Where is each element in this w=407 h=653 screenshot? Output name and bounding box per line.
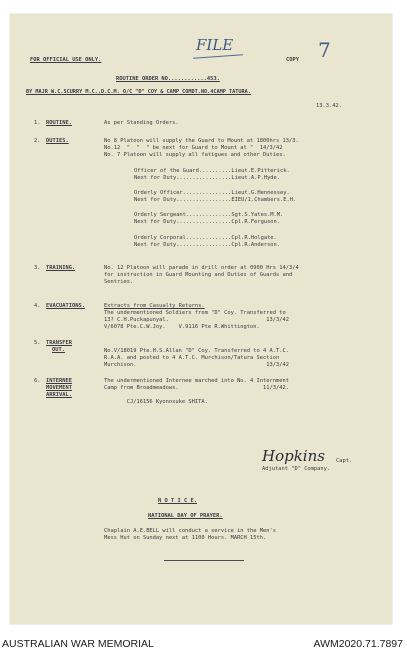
item-line: for instruction in Guard Mounting and Duties of Guards and: [104, 272, 293, 278]
item-line: 13? C.H.Puckapunyal. 13/3/42: [104, 317, 289, 323]
item-number: 5.: [34, 340, 41, 346]
item-heading-duties: DUTIES.: [46, 138, 69, 144]
item-heading-movement: MOVEMENT: [46, 385, 72, 391]
duty-line: Orderly Sergeant..............Sgt.S.Yates.M.M.: [134, 212, 284, 218]
item-heading-transfer: TRANSFER: [46, 340, 72, 346]
signature-title: Adjutant "D" Company.: [262, 466, 331, 472]
item-line: Sentries.: [104, 279, 134, 285]
classification-label: FOR OFFICIAL USE ONLY.: [30, 57, 102, 63]
notice-subheading: NATIONAL DAY OF PRAYER.: [148, 513, 223, 519]
item-line: The undermentioned Soldiers from "D" Coy. Transferred to: [104, 310, 286, 316]
accession-number: AWM2020.71.7897: [313, 638, 403, 650]
handwritten-signature: Hopkins: [262, 447, 325, 465]
item-number: 1.: [34, 120, 41, 126]
duty-line: Orderly Corporal..............Cpl.R.Holgate.: [134, 235, 277, 241]
duty-line: Officer of the Guard..........Lieut.E.Pitterick.: [134, 168, 290, 174]
item-line: No.V/18019 Pte.H.S.Allan "D" Coy. Transferred to 4 A.T.C.: [104, 348, 289, 354]
item-line: No. 7 Platoon will supply all fatigues and other Duties.: [104, 152, 286, 158]
item-line: No.12 " " " be next for Guard to Mount at " 14/3/42: [104, 145, 283, 151]
duty-line: Next for Duty.................Cpl.R.Anderson.: [134, 242, 281, 248]
item-number: 4.: [34, 303, 41, 309]
item-line: R.A.A. and posted to 4 A.T.C. Murchison/Tatura Section: [104, 355, 280, 361]
item-line: Camp from Broadmeadows. 11/3/42.: [104, 385, 289, 391]
item-heading-evacuations: EVACUATIONS.: [46, 303, 85, 309]
credit-caption: AUSTRALIAN WAR MEMORIAL: [2, 638, 154, 650]
notice-heading: N O T I C E.: [158, 498, 197, 504]
file-stamp-handwritten: FILE: [196, 36, 234, 54]
item-heading-transfer-out: OUT.: [52, 347, 65, 353]
item-line: Extracts from Casualty Returns.: [104, 303, 205, 309]
item-line: No 8 Platoon will supply the Guard to Mount at 1800hrs 13/3.: [104, 138, 299, 144]
item-line: The undermentioned Internee marched into No. 4 Internment: [104, 378, 289, 384]
item-heading-arrival: ARRIVAL.: [46, 392, 72, 398]
item-number: 3.: [34, 265, 41, 271]
signature-rank: Capt.: [336, 458, 353, 464]
duty-line: Next for Duty.................Lieut.A.P.Hyde.: [134, 175, 281, 181]
item-line: As per Standing Orders.: [104, 120, 179, 126]
item-number: 6.: [34, 378, 41, 384]
item-line: V/6078 Pte.C.W.Joy. V.9116 Pte R.Whittington.: [104, 324, 260, 330]
closing-rule: [164, 560, 244, 561]
item-heading-routine: ROUTINE.: [46, 120, 72, 126]
duty-line: Orderly Officer...............Lieut.G.Hennessey.: [134, 190, 290, 196]
notice-line: Chaplain A.E.BELL will conduct a service in the Men's: [104, 528, 277, 534]
item-line: No. 12 Platoon will parade in drill order at 0900 Hrs 14/3/4: [104, 265, 299, 271]
copy-number-handwritten: 7: [318, 38, 331, 62]
notice-line: Mess Hut on Sunday next at 1100 Hours. MARCH 15th.: [104, 535, 267, 541]
copy-label: COPY: [286, 57, 299, 63]
item-heading-training: TRAINING.: [46, 265, 76, 271]
duty-line: Next for Duty.................EIEU/1.Chambers.E.H.: [134, 197, 297, 203]
item-line: Murchison. 13/3/42: [104, 362, 289, 368]
order-date: 13.3.42.: [316, 103, 342, 109]
routine-order-title: ROUTINE ORDER NO............453.: [116, 76, 220, 82]
duty-line: Next for Duty.................Cpl.R.Ferguson.: [134, 219, 281, 225]
item-number: 2.: [34, 138, 41, 144]
item-heading-internee: INTERNEE: [46, 378, 72, 384]
authority-line: BY MAJR W.C.SCURRY M.C.,D.C.M. O/C "D" COY & CAMP COMDT.NO.4CAMP TATURA.: [26, 89, 251, 95]
item-line: CJ/16156 Kyonosuke SHITA.: [104, 399, 208, 405]
